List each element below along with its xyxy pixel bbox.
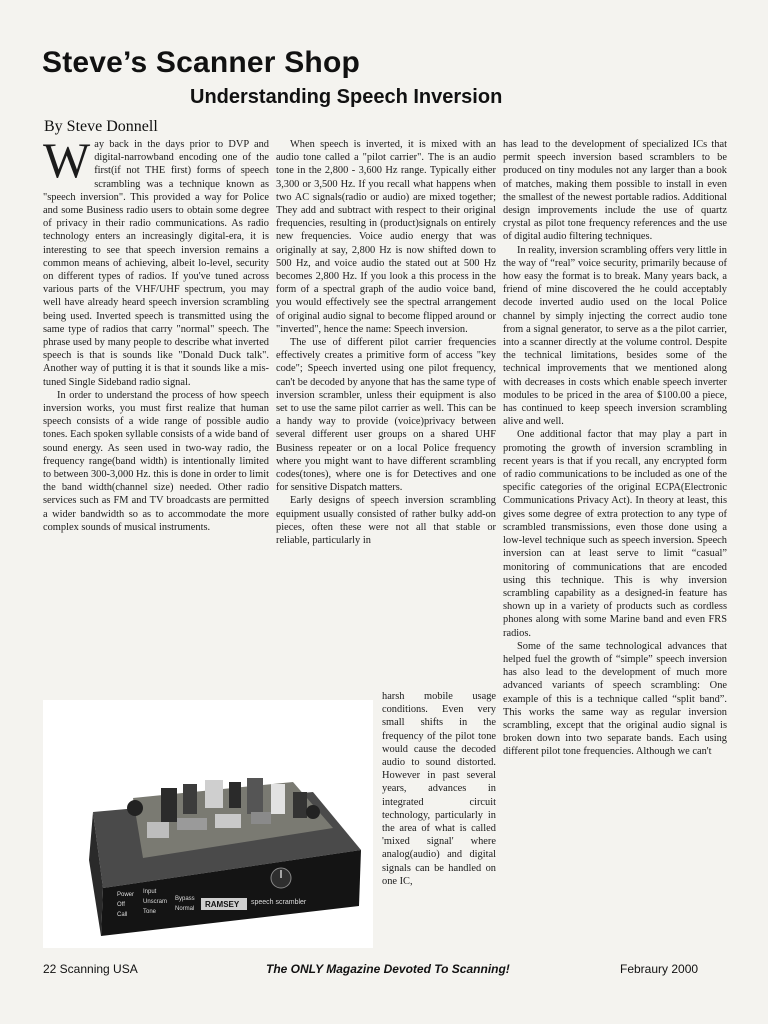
paragraph: harsh mobile usage conditions. Even very small shifts in the frequency of the pilot tone would cause the decoded audio to sound distorted. However in past several years, advances in integrated circuit technology, particularly in the area of what is called 'mixed signal' where analog(audio) and digital signals can be handled on one IC, [382,691,496,887]
column-1 [43,138,269,690]
panel-label: Normal [175,906,195,912]
product-photo [43,700,373,948]
column-2 [276,138,496,690]
paragraph: Way back in the days prior to DVP and digital-narrowband encoding one of the first(if not THE first) forms of speech scrambling was a technique known as "speech inversion". This provided a way for Police and some Business radio users to obtain some degree of privacy in their radio communications. As radio technology enters an increasingly digital-era, it is interesting to see that speech inversion remains a common means of achieving, albeit lo-level, security on different types of radios. If you've tuned across various parts of the VHF/UHF spectrum, you may well have already heard speech inversion scrambling being used. Inverted speech is transmitted using the same type of radios that carry "normal" speech. The phrase used by many people to describe what inverted speech is that is sounds like "Donald Duck talk". Another way of putting it is that it sounds like a mis-tuned Single Sideband radio signal. [43,138,269,388]
paragraph: One additional factor that may play a part in promoting the growth of inversion scrambling in recent years is that if you recall, any encrypted form of radio communications to be included as one of the specific categories of the original ECPA(Electronic Communications Privacy Act). In theory at least, this gives some degree of extra protection to any type of scrambled transmissions, even those done using a low-level technique such as speech inversion. Speech inversion can at least serve to limit “casual” monitoring of communications that are encoded using this technique. This is why inversion scrambling capability as a designed-in feature has shown up in a variety of products such as cordless phones along with some Marine band and even FRS radios. [503,429,727,639]
capacitor-icon [229,782,241,808]
panel-label: Off [117,902,125,908]
footer-page-number: 22 Scanning USA [43,962,138,976]
panel-label: Unscram [143,899,168,905]
drop-cap: W [43,138,91,188]
speech-scrambler-illustration [43,700,373,948]
product-label: speech scrambler [251,899,307,906]
column-2-continued [382,690,496,952]
ic-chip-icon [271,784,285,814]
panel-label: Input [143,889,157,895]
capacitor-icon [183,784,197,814]
footer-date: Febraury 2000 [620,962,699,976]
capacitor-icon [293,792,307,818]
paragraph: In order to understand the process of how speech inversion works, you must first realize that human speech consists of a wide range of possible audio tones. Each spoken syllable consists of a wide band of sound energy. As seen used in two-way radio, the frequency range(band width) is intentionally limited to between 300-3,000 Hz. this is done in order to limit the band width(channel size) needed. Other radio services such as FM and TV broadcasts are permitted a wider bandwidth so as to accommodate the more complex sounds of musical instruments. [43,389,269,533]
ic-chip-icon [205,780,223,808]
transformer-icon [247,778,263,814]
paragraph: When speech is inverted, it is mixed with an audio tone called a "pilot carrier". The is an audio tone in the 2,800 - 3,600 Hz range. Typically either 3,300 or 3,500 Hz. If you recall what happens when two AC signals(radio or audio) are mixed together; They add and subtract with respect to their original frequencies, resulting in (product)signals on entirely new frequencies. Voice audio energy that was originally at say, 2,800 Hz is now shifted down to 500 Hz, and voice audio the stated out at 500 Hz becomes 2,800 Hz. If you look a this process in the form of a spectral graph of the audio voice band, you would effectively see the spectral arrangement of original audio signal to become flipped around or "inverted", hence the name: Speech inversion. [276,139,496,335]
byline: By Steve Donnell [44,118,158,135]
column-3 [503,138,727,952]
capacitor-icon [161,788,177,822]
panel-label: Tone [143,909,157,915]
panel-label: Bypass [175,896,195,902]
paragraph: In reality, inversion scrambling offers very little in the way of “real” voice security, primarily because of how easy the format is to break. Many years back, a friend of mine discovered the he could acceptably decode inverted audio used on the local Police channel by simply injecting the correct audio tone from a signal generator, to serve as a the pilot carrier, into a scanner directly at the volume control. Despite the technical limitations, besides some of the technical improvements that we mentioned along with decreases in costs which enable speech inverter modules to be priced in the area of $100.00 a piece, has continued to keep speech inversion scrambling alive and well. [503,244,727,428]
paragraph: Early designs of speech inversion scrambling equipment usually consisted of rather bulky add-on pieces, often these were not all that stable or reliable, particularly in [276,495,496,547]
paragraph: Some of the same technological advances that helped fuel the growth of “simple” speech inversion has also lead to the development of much more advanced variants of speech scrambling: One example of this is a technique called “split band”. This works the same way as regular inversion scrambling, except that the original audio signal is broken down into two separate bands. Each using different pilot tone frequencies. Although we can't [503,640,727,758]
panel-label: Power [117,892,135,898]
masthead: Steve’s Scanner Shop [42,46,361,79]
brand-logo: RAMSEY [205,900,240,909]
panel-label: Call [117,912,128,918]
footer-tagline: The ONLY Magazine Devoted To Scanning! [266,962,510,976]
paragraph: The use of different pilot carrier frequencies effectively creates a primitive form of access "key code"; Speech inverted using one pilot frequency, can't be decoded by anyone that has the same type of inversion scrambler, unless their equipment is also set to use the same pilot carrier as well. This can be a handy way to provide (voice)privacy between several different user groups on a shared UHF Business repeater or on a local Police frequency where you might want to have different scrambling codes(tones), where one is for Detectives and one for sensitive Dispatch matters. [276,337,496,494]
paragraph: has lead to the development of specialized ICs that permit speech inversion based scramblers to be produced on tiny modules not any larger than a book of matches, making them possible to install in even the smallest of the newest portable radios. Additional design improvements include the use of quartz crystal as pilot tone frequency references and the use of digital audio filtering techniques. [503,139,727,243]
article-title: Understanding Speech Inversion [190,86,503,108]
